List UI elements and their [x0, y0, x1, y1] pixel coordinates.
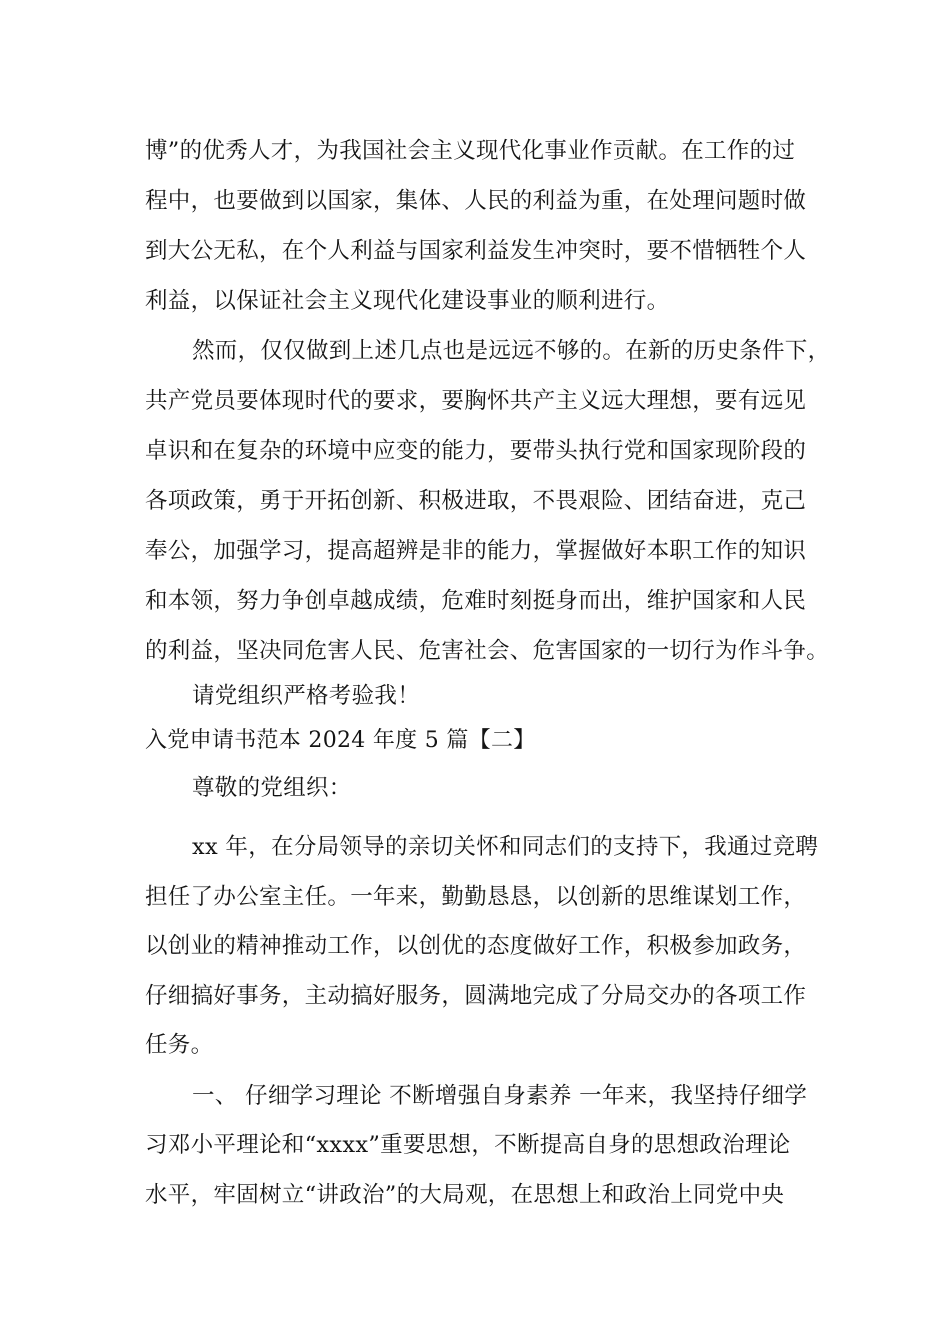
body-text-line: 程中，也要做到以国家，集体、人民的利益为重，在处理问题时做: [145, 188, 807, 214]
body-text-line: 和本领，努力争创卓越成绩，危难时刻挺身而出，维护国家和人民: [145, 588, 807, 614]
body-text-line: 利益，以保证社会主义现代化建设事业的顺利进行。: [145, 288, 670, 314]
body-text-line: 水平，牢固树立“讲政治”的大局观，在思想上和政治上同党中央: [145, 1182, 785, 1208]
body-text-line: 然而，仅仅做到上述几点也是远远不够的。在新的历史条件下，: [192, 338, 831, 364]
body-text-line: 卓识和在复杂的环境中应变的能力，要带头执行党和国家现阶段的: [145, 438, 807, 464]
body-text-line: 博”的优秀人才，为我国社会主义现代化事业作贡献。在工作的过: [145, 138, 796, 164]
body-text-line: 请党组织严格考验我！: [192, 683, 421, 709]
body-text-line: 共产党员要体现时代的要求，要胸怀共产主义远大理想，要有远见: [145, 388, 807, 414]
body-text-line: 以创业的精神推动工作，以创优的态度做好工作，积极参加政务，: [145, 933, 807, 959]
section-heading: 入党申请书范本 2024 年度 5 篇【二】: [145, 728, 536, 753]
body-text-line: 一、 仔细学习理论 不断增强自身素养 一年来，我坚持仔细学: [192, 1083, 808, 1109]
body-text-line: 习邓小平理论和“xxxx”重要思想，不断提高自身的思想政治理论: [145, 1132, 791, 1158]
body-text-line: 担任了办公室主任。一年来，勤勤恳恳，以创新的思维谋划工作，: [145, 884, 807, 910]
body-text-line: 的利益，坚决同危害人民、危害社会、危害国家的一切行为作斗争。: [145, 638, 830, 664]
salutation: 尊敬的党组织：: [192, 775, 352, 801]
body-text-line: 各项政策，勇于开拓创新、积极进取，不畏艰险、团结奋进，克己: [145, 488, 807, 514]
body-text-line: 奉公，加强学习，提高超辨是非的能力，掌握做好本职工作的知识: [145, 538, 807, 564]
body-text-line: 到大公无私，在个人利益与国家利益发生冲突时，要不惜牺牲个人: [145, 238, 807, 264]
body-text-line: xx 年，在分局领导的亲切关怀和同志们的支持下，我通过竞聘: [192, 834, 819, 860]
body-text-line: 仔细搞好事务，主动搞好服务，圆满地完成了分局交办的各项工作: [145, 983, 807, 1009]
body-text-line: 任务。: [145, 1032, 214, 1058]
